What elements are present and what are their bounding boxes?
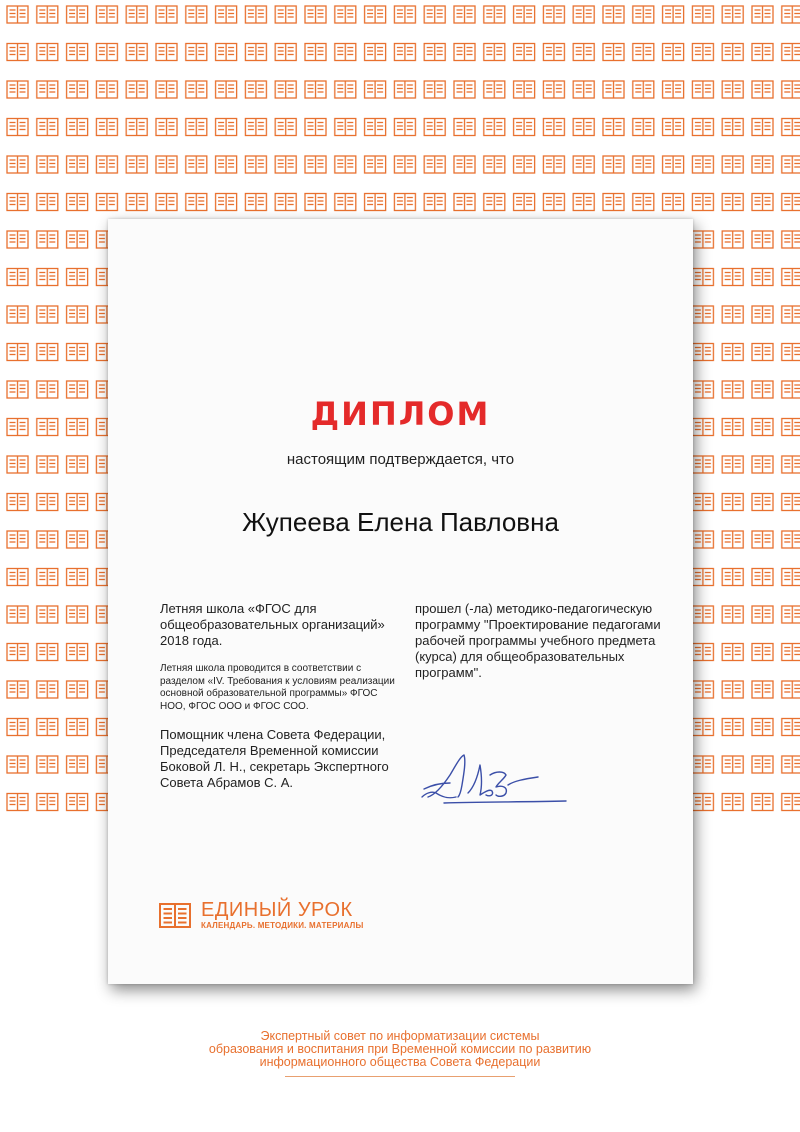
open-book-icon <box>159 902 191 930</box>
logo-title: ЕДИНЫЙ УРОК <box>201 899 353 921</box>
school-note: Летняя школа проводится в соответствии с разделом «IV. Требования к условиям реализации основной образовательной программы» ФГОС НОО, ФГОС ООО и ФГОС СОО. <box>160 663 395 712</box>
diploma-sheet <box>108 219 693 984</box>
footer-line-1: Экспертный совет по информатизации системы <box>260 1029 540 1043</box>
left-column <box>160 601 400 791</box>
recipient-name: Жупеева Елена Павловна <box>242 507 559 537</box>
footer-line-3: информационного общества Совета Федерации <box>259 1055 541 1069</box>
school-text: Летняя школа «ФГОС для общеобразовательных организаций» 2018 года. <box>160 601 385 648</box>
signature <box>420 747 568 811</box>
diploma-title: ДИПЛОМ <box>310 395 491 433</box>
logo-tagline: КАЛЕНДАРЬ. МЕТОДИКИ. МАТЕРИАЛЫ <box>201 921 364 930</box>
footer-line-2: образования и воспитания при Временной комиссии по развитию <box>208 1042 592 1056</box>
logo <box>159 899 419 935</box>
footer-divider <box>285 1076 515 1077</box>
diploma-subtitle: настоящим подтверждается, что <box>286 451 515 468</box>
course-text: прошел (-ла) методико-педагогическую программу "Проектирование педагогами рабочей программы учебного предмета (курса) для общеобразовательных программ". <box>415 601 661 680</box>
assistant-text: Помощник члена Совета Федерации, Председателя Временной комиссии Боковой Л. Н., секретарь Экспертного Совета Абрамов С. А. <box>160 727 389 790</box>
right-column <box>415 601 675 681</box>
footer-text <box>150 1030 650 1069</box>
